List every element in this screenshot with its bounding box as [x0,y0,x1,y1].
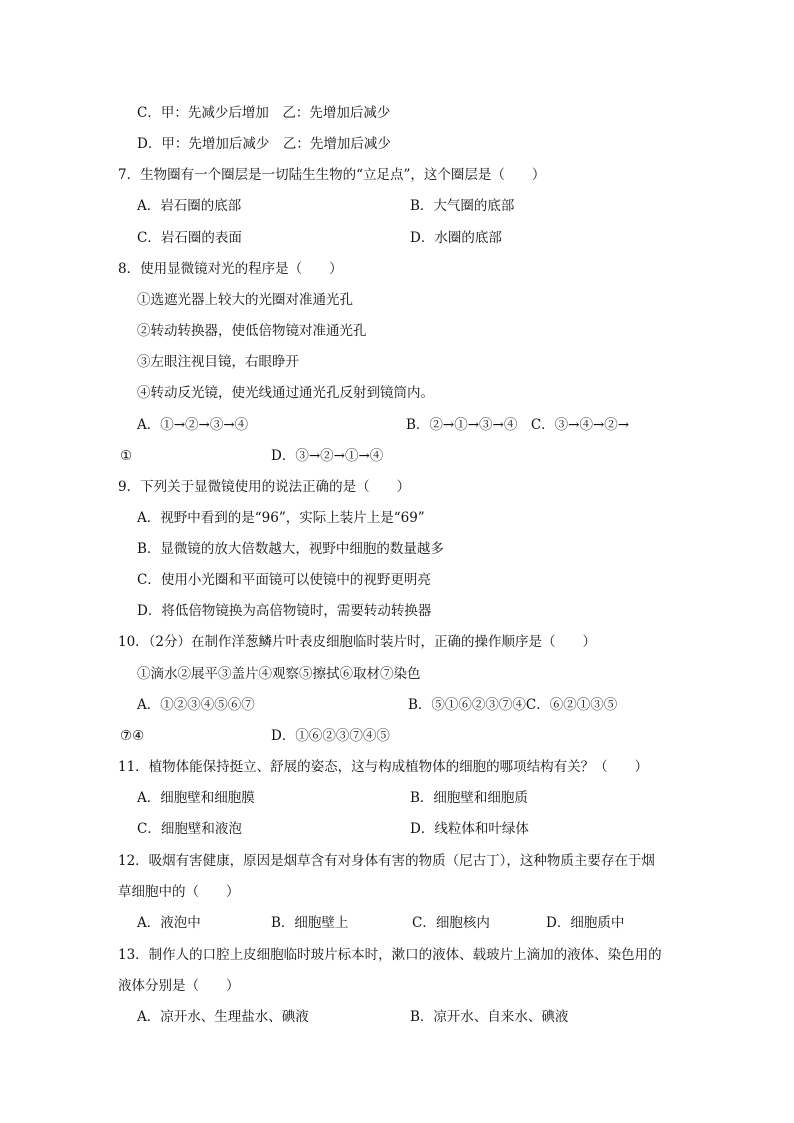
question-13-line-2: 液体分别是（ ） [118,978,240,994]
q8-step-4: ④转动反光镜，使光线通过通光孔反射到镜筒内。 [137,385,434,401]
q12-option-b: B．细胞壁上 [271,915,349,931]
q13-option-b: B．凉开水、自来水、碘液 [410,1009,569,1025]
q8-step-2: ②转动转换器，使低倍物镜对准通光孔 [137,323,367,339]
q10-option-b-c: B．⑤①⑥②③⑦④C．⑥②①③⑤ [408,697,618,713]
q12-option-a: A．液泡中 [137,915,201,931]
q12-option-d: D．细胞质中 [546,915,625,931]
q10-steps: ①滴水②展平③盖片④观察⑤擦拭⑥取材⑦染色 [137,666,421,682]
q11-option-d: D．线粒体和叶绿体 [410,821,529,837]
q11-option-a: A．细胞壁和细胞膜 [137,790,255,806]
q6-option-c: C．甲：先减少后增加 乙：先增加后减少 [137,105,391,121]
question-8: 8．使用显微镜对光的程序是（ ） [118,261,343,277]
q9-option-d: D．将低倍物镜换为高倍物镜时，需要转动转换器 [137,603,432,619]
q10-option-c-continued: ⑦④ [120,728,145,744]
q8-option-c-continued: ① [120,448,133,464]
q8-option-a: A．①→②→③→④ [137,417,249,433]
question-12-line-2: 草细胞中的（ ） [118,884,240,900]
q9-option-b: B．显微镜的放大倍数越大，视野中细胞的数量越多 [137,541,444,557]
q7-option-c: C．岩石圈的表面 [137,230,242,246]
q10-option-d: D．①⑥②③⑦④⑤ [271,728,390,744]
question-7: 7．生物圈有一个圈层是一切陆生生物的“立足点”，这个圈层是（ ） [118,167,546,183]
q10-option-a: A．①②③④⑤⑥⑦ [137,697,255,713]
q11-option-c: C．细胞壁和液泡 [137,821,242,837]
q11-option-b: B．细胞壁和细胞质 [410,790,528,806]
q8-step-3: ③左眼注视目镜，右眼睁开 [137,354,299,370]
q8-option-d: D．③→②→①→④ [271,448,384,464]
q8-step-1: ①选遮光器上较大的光圈对准通光孔 [137,292,353,308]
q7-option-d: D．水圈的底部 [410,230,502,246]
q7-option-a: A．岩石圈的底部 [137,198,242,214]
question-13-line-1: 13．制作人的口腔上皮细胞临时玻片标本时，漱口的液体、载玻片上滴加的液体、染色用的 [118,947,662,963]
q13-option-a: A．凉开水、生理盐水、碘液 [137,1009,309,1025]
q9-option-c: C．使用小光圈和平面镜可以使镜中的视野更明亮 [137,572,431,588]
q6-option-d: D．甲：先增加后减少 乙：先增加后减少 [137,136,391,152]
question-10: 10．（2分）在制作洋葱鳞片叶表皮细胞临时装片时，正确的操作顺序是（ ） [118,634,597,650]
q8-option-b-c: B．②→①→③→④ C．③→④→②→ [406,417,630,433]
q9-option-a: A．视野中看到的是“96”，实际上装片上是“69” [137,510,425,526]
question-11: 11．植物体能保持挺立、舒展的姿态，这与构成植物体的细胞的哪项结构有关？（ ） [118,759,649,775]
question-12-line-1: 12．吸烟有害健康，原因是烟草含有对身体有害的物质（尼古丁），这种物质主要存在于烟 [118,853,655,869]
q12-option-c: C．细胞核内 [412,915,490,931]
q7-option-b: B．大气圈的底部 [410,198,515,214]
question-9: 9．下列关于显微镜使用的说法正确的是（ ） [118,479,411,495]
